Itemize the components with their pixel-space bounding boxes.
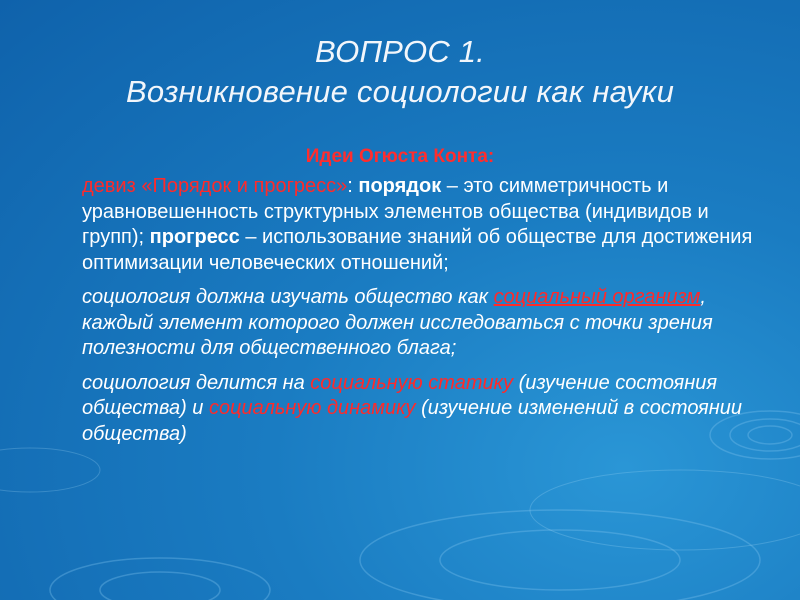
bullet1-colon: : <box>347 175 359 197</box>
title-line-2: Возникновение социологии как науки <box>125 74 675 109</box>
social-statics-term: социальную статику <box>310 371 514 394</box>
order-definition: – это симметричность и уравновешенность структурных элементов общества (индивидов и групп); <box>82 175 709 248</box>
bullet-item-statics-dynamics <box>56 371 776 448</box>
bullet3-text-end: (изучение изменений в состоянии общества) <box>82 397 742 445</box>
bullet3-text-start: социология делится на <box>82 371 311 394</box>
social-dynamics-term: социальную динамику <box>208 397 416 419</box>
title-line-1: ВОПРОС 1. <box>314 34 485 69</box>
bullet-item-motto <box>56 174 776 276</box>
bullet2-text-end: , каждый элемент которого должен исследоваться с точки зрения полезности для общественного блага; <box>82 286 713 359</box>
section-subtitle: Идеи Огюста Конта: <box>305 146 495 167</box>
bullet-list <box>56 174 776 456</box>
slide-title <box>0 32 800 112</box>
bullet3-text-middle: (изучение состояния общества) и <box>82 371 718 419</box>
social-organism-link[interactable]: социальный организм <box>493 286 701 308</box>
progress-definition: – использование знаний об обществе для достижения оптимизации человеческих отношений; <box>82 226 753 274</box>
motto-text: девиз «Порядок и прогресс» <box>82 175 348 197</box>
term-order: порядок <box>358 175 442 197</box>
term-progress: прогресс <box>149 226 240 248</box>
bullet2-text-start: социология должна изучать общество как <box>82 286 494 308</box>
bullet-item-organism <box>56 285 776 362</box>
